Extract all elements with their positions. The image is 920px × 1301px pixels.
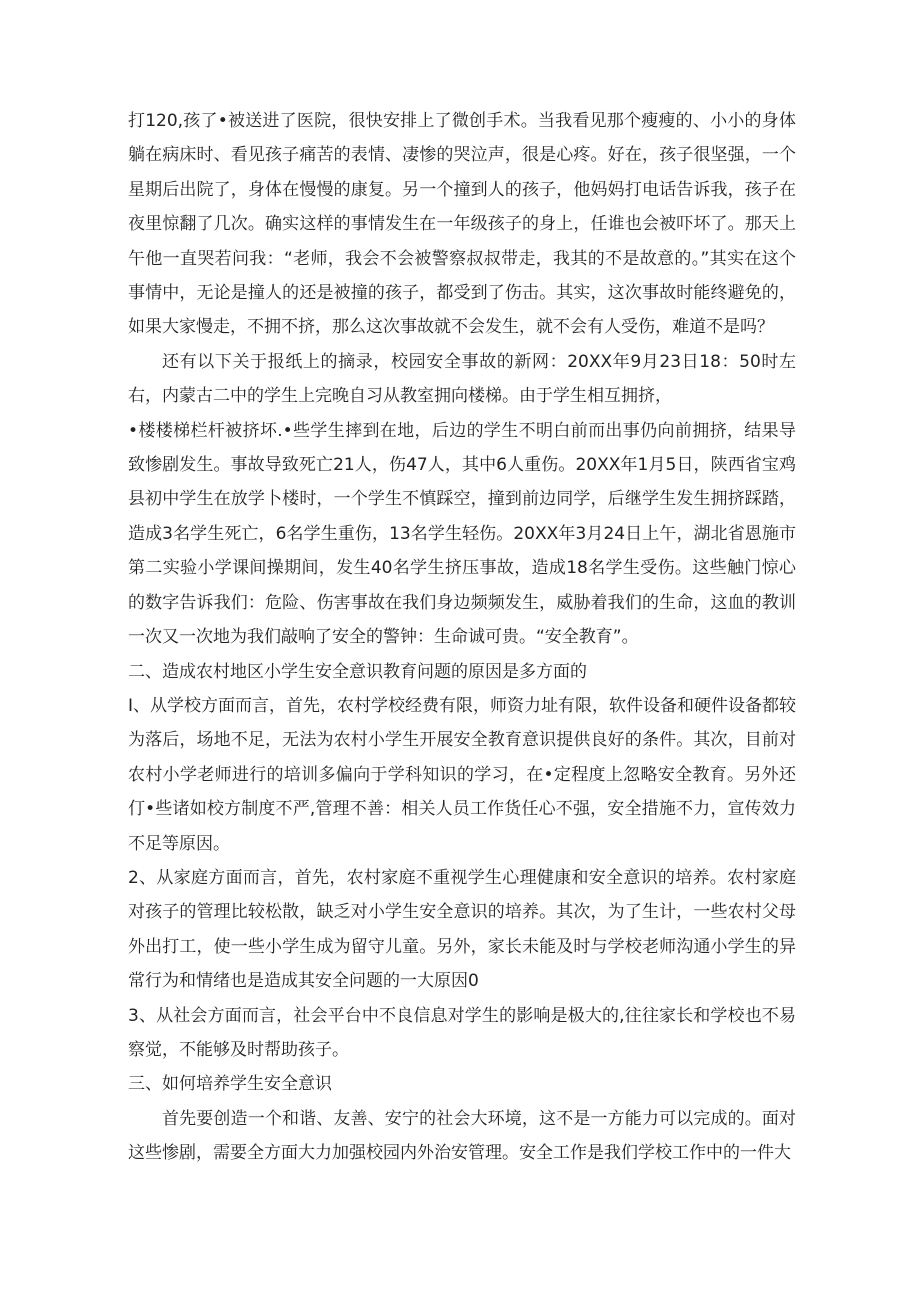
section-heading-3: 三、如何培养学生安全意识 — [128, 1074, 332, 1095]
paragraph-3: •楼楼梯栏杆被挤坏.•些学生摔到在地，后边的学生不明白前而出事仍向前拥挤，结果导致惨剧发生。事故导致死亡21人，伤47人，其中6人重伤。20XX年1月5日，陕西省宝鸡县初中学生在放学卜楼时，一个学生不慎踩空，撞到前边同学，后继学生发生拥挤踩踏，造成3名学生死亡，6名学生重伤，13名学生轻伤。20XX年3月24日上午，湖北省恩施市第二实验小学课间操期间，发生40名学生挤压事故，造成18名学生受伤。这些触门惊心的数字告诉我们：危险、伤害事故在我们身边频频发生，威胁着我们的生命，这血的教训一次又一次地为我们敲响了安全的警钟：生命诚可贵。“安全教育”。 — [128, 420, 796, 648]
paragraph-family: 2、从家庭方面而言，首先，农村家庭不重视学生心理健康和安全意识的培养。农村家庭对孩子的管理比较松散，缺乏对小学生安全意识的培养。其次，为了生计，一些农村父母外出打工，使一些小学生成为留守儿童。另外，家长未能及时与学校老师沟通小学生的异常行为和情绪也是造成其安全问题的一大原因0 — [128, 867, 796, 992]
paragraph-school: I、从学校方面而言，首先，农村学校经费有限，师资力址有限，软件设备和硬件设备都较为落后，场地不足，无法为农村小学生开展安全教育意识提供良好的条件。其次，目前对农村小学老师进行的培训多偏向于学科知识的学习，在•定程度上忽略安全教育。另外还仃•些诸如校方制度不严,管理不善：相关人员工作货任心不强，安全措施不力，宣传效力不足等原因。 — [128, 695, 797, 854]
paragraph-1: 打120,孩了•被送进了医院，很快安排上了微创手术。当我看见那个瘦瘦的、小小的身体躺在病床时、看见孩子痛苦的表情、凄惨的哭泣声，很是心疼。好在，孩子很坚强，一个星期后出院了，身体在慢慢的康复。另一个撞到人的孩子，他妈妈打电话告诉我，孩子在夜里惊翻了几次。确实这样的事情发生在一年级孩子的身上，任谁也会被吓坏了。那天上午他一直哭若问我：“老师，我会不会被警察叔叔带走，我其的不是故意的。”其实在这个事情中，无论是撞人的还是被撞的孩子，都受到了伤击。其实，这次事故时能终避免的，如果大家慢走，不拥不挤，那么这次事故就不会发生，就不会有人受伤，难道不是吗？ — [128, 111, 796, 338]
document-body — [128, 104, 796, 1171]
section-heading-2: 二、造成农村地区小学生安全意识教育问题的原因是多方面的 — [128, 661, 587, 682]
paragraph-society: 3、从社会方面而言，社会平台中不良信息对学生的影响是极大的,往往家长和学校也不易察觉，不能够及时帮助孩子。 — [128, 1005, 796, 1060]
paragraph-2: 还有以下关于报纸上的摘录，校园安全事故的新网：20XX年9月23日18：50时左右，内蒙古二中的学生上完晚自习从教室拥向楼梯。由于学生相互拥挤， — [128, 351, 796, 407]
paragraph-final: 首先要创造一个和谐、友善、安宁的社会大环境，这不是一方能力可以完成的。面对这些惨剧，需要全方面大力加强校园内外治安管理。安全工作是我们学校工作中的一件大 — [128, 1108, 796, 1164]
